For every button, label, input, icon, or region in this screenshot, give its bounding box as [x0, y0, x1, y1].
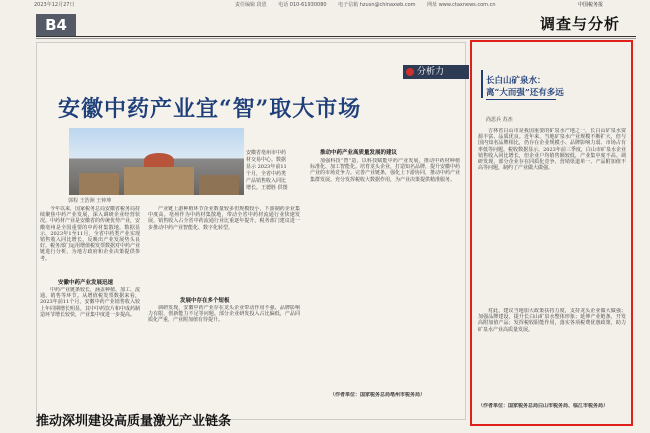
- tag-dot-icon: [406, 68, 414, 76]
- email-item: 电子信箱 hzusn@chinaxwb.com: [338, 2, 416, 8]
- photo-building: [79, 173, 119, 195]
- photo-caption: 安徽省亳州市中药材交易中心。数据显示 2023年前11个月，全省中药类产品销售收入同比增长。王德胜 供图: [246, 150, 288, 191]
- column-1b-text: [40, 287, 140, 405]
- main-headline: 安徽中药产业宜“智”取大市场: [58, 96, 362, 122]
- subhead-1: 安徽中药产业发展迅速: [58, 280, 114, 286]
- side-article-byline: 尚思兵 苏杰: [486, 117, 513, 123]
- side-article-title-line2: 离“大而强”还有多远: [486, 88, 564, 98]
- paragraph: 调研发现，安徽中药产业存在龙头企业带动作用不强、品牌影响力有限、创新能力不足等问题。部分企业研发投入占比偏低，产品同质化严重，产业附加值有待提升。: [148, 305, 300, 324]
- newspaper-name: 中国税务报: [578, 2, 604, 8]
- title-accent-bar: [481, 70, 483, 98]
- subhead-3: 推动中药产业高质量发展的建议: [320, 150, 398, 156]
- photo-building: [199, 175, 239, 195]
- paragraph: 吉林省白山市是我国重要的矿泉水产地之一，长白山矿泉水资源丰富、品质优良。近年来，当地矿泉水产业规模不断扩大，但与国内知名品牌相比，仍存在企业规模小、品牌影响力弱、市场占有率低等问题。税收数据显示，2023年前三季度，白山市矿泉水企业销售收入同比增长，但企业户均销售额较低，产业集中度不高。调研发现，部分企业存在同质化竞争、营销渠道单一、产品附加值不高等问题，制约了产业做大做强。: [478, 128, 626, 172]
- header-rule-thin: [36, 38, 636, 39]
- page-number-badge: B4: [36, 14, 76, 36]
- section-title: 调查与分析: [540, 15, 621, 33]
- photo-building: [124, 167, 194, 195]
- article-photo: [69, 128, 244, 195]
- paragraph: 中药产业链条较长，涵盖种植、加工、流通、销售等环节。从增值税发票数据来看，2023年前11个月，安徽中药产业销售收入较上年同期增长明显，其中中药饮片和中成药制造环节增长较快，产业集中度进一步提高。: [40, 287, 140, 318]
- author-affiliation: （作者单位：国家税务总局亳州市税务局）: [330, 392, 426, 398]
- paragraph: 对此，建议当地加大政策扶持力度，支持龙头企业做大做强；加强品牌建设，提升长白山矿泉水整体形象；延伸产业链条，开发高附加值产品；发挥税收职能作用，落实各项税费优惠政策，助力矿泉水产业高质量发展。: [478, 308, 626, 333]
- column-3-credit: [330, 392, 460, 406]
- analysis-tag-label: 分析力: [417, 67, 445, 77]
- column-1-text: [40, 206, 140, 274]
- issue-date: 2023年12月27日: [34, 2, 75, 8]
- photo-credit: 郭程 王浩洲 王钟坤: [68, 198, 112, 204]
- editor-info: [235, 1, 506, 8]
- side-article-body-2: [478, 308, 626, 400]
- header-rule: [36, 36, 636, 37]
- page-header-bar: [0, 0, 650, 10]
- photo-roof: [144, 153, 174, 167]
- side-article-title-line1: 长白山矿泉水：: [486, 76, 546, 86]
- editor-item: 责任编辑 段恩: [235, 2, 267, 8]
- column-2-text: [148, 206, 300, 274]
- paragraph: 产业链上游种植环节企业数量较多但规模较小，下游制药企业集中度高。亳州作为中药材集散地，带动全省中药材流通行业快速发展，销售收入占全省中药流通行业比重逐年提升。税务部门建议进一步推动中药产业智能化、数字化转型。: [148, 206, 300, 231]
- side-article-body: [478, 128, 626, 306]
- bottom-headline: 推动深圳建设高质量激光产业链条: [36, 414, 232, 429]
- paragraph: 加强科技“智”造，以科技赋能中药产业发展，推动中药材种植标准化、加工智能化。培育龙头企业，打造知名品牌，提升安徽中药产业的市场竞争力。完善产业链条，强化上下游协同，推动中药产业集群发展。充分发挥税收大数据作用，为产业决策提供精准服务。: [310, 158, 460, 183]
- side-title-underline: [486, 99, 556, 100]
- column-3-text: [310, 158, 460, 390]
- side-article-credit: [478, 403, 626, 417]
- website-item: 网址 www.ctaxnews.com.cn: [427, 2, 496, 8]
- phone-item: 电话 010-61930080: [278, 2, 327, 8]
- column-2b-text: [148, 305, 300, 405]
- author-affiliation: （作者单位：国家税务总局白山市税务局、临江市税务局）: [478, 403, 609, 409]
- subhead-2: 发展中存在多个短板: [180, 298, 230, 304]
- paragraph: 今年以来，国家税务总局安徽省税务局持续聚焦中药产业发展，深入调研企业经营状况。中药材产业是安徽省的传统优势产业，安徽亳州是全国重要的中药材集散地。数据显示，2023年1至11月，全省中药类产业实现销售收入同比增长，反映出产业发展势头良好。税务部门运用增值税发票数据对中药产业链进行分析，为地方政府和企业决策提供参考。: [40, 206, 140, 262]
- analysis-tag: [403, 65, 469, 79]
